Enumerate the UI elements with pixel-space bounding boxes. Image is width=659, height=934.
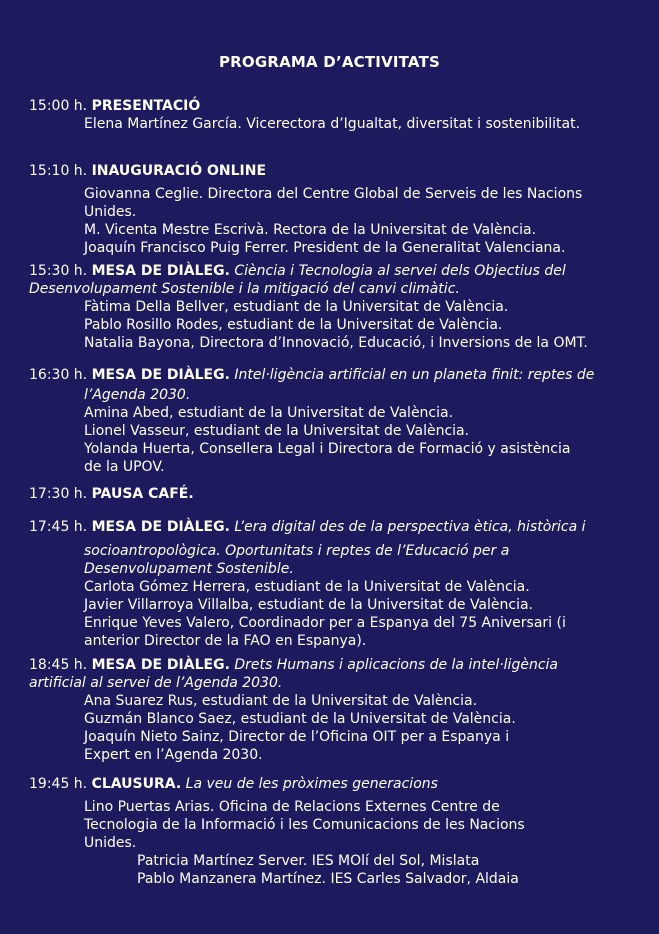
participant: Guzmán Blanco Saez, estudiant de la Universitat de València. — [84, 711, 516, 727]
session-label: MESA DE DIÀLEG. — [91, 367, 230, 383]
session-label: PRESENTACIÓ — [91, 98, 201, 114]
participant-line: Giovanna Ceglie. Directora del Centre Global de Serveis de les Nacions — [84, 186, 583, 202]
session-time: 15:10 h. — [29, 163, 88, 179]
session-pausa — [29, 485, 629, 503]
participant: M. Vicenta Mestre Escrivà. Rectora de la Universitat de València. — [84, 222, 537, 238]
participant-line: de la UPOV. — [84, 459, 165, 475]
session-topic-cont: artificial al servei de l’Agenda 2030. — [29, 675, 283, 691]
session-topic: Intel·ligència artificial en un planeta finit: reptes de — [234, 367, 595, 383]
participant: Javier Villarroya Villalba, estudiant de la Universitat de València. — [84, 597, 534, 613]
session-topic-cont: Desenvolupament Sostenible. — [84, 561, 294, 577]
participant: Fàtima Della Bellver, estudiant de la Universitat de València. — [84, 299, 509, 315]
session-mesa-3 — [29, 518, 629, 650]
session-time: 19:45 h. — [29, 776, 88, 792]
participant-line: Tecnologia de la Informació i les Comunicacions de les Nacions — [84, 817, 525, 833]
session-topic-cont: l’Agenda 2030. — [84, 387, 191, 403]
session-topic-cont: Desenvolupament Sostenible i la mitigació del canvi climàtic. — [29, 281, 460, 297]
session-topic: Drets Humans i aplicacions de la intel·ligència — [234, 657, 558, 673]
session-presentacio — [29, 97, 629, 133]
session-time: 17:30 h. — [29, 486, 88, 502]
session-mesa-4 — [29, 656, 629, 764]
session-inauguracio — [29, 162, 629, 257]
page-title: PROGRAMA D’ACTIVITATS — [218, 53, 441, 71]
session-label: MESA DE DIÀLEG. — [91, 519, 230, 535]
participant: Pablo Manzanera Martínez. IES Carles Salvador, Aldaia — [137, 871, 519, 887]
participant: Natalia Bayona, Directora d’Innovació, Educació, i Inversions de la OMT. — [84, 335, 588, 351]
session-label: INAUGURACIÓ ONLINE — [91, 163, 267, 179]
session-topic: Ciència i Tecnologia al servei dels Objectius del — [234, 263, 566, 279]
participant: Amina Abed, estudiant de la Universitat de València. — [84, 405, 454, 421]
session-time: 15:00 h. — [29, 98, 88, 114]
participant: Carlota Gómez Herrera, estudiant de la Universitat de València. — [84, 579, 530, 595]
participant-line: anterior Director de la FAO en Espanya). — [84, 633, 367, 649]
participant: Ana Suarez Rus, estudiant de la Universitat de València. — [84, 693, 478, 709]
session-mesa-2 — [29, 366, 629, 476]
session-topic-cont: socioantropològica. Oportunitats i reptes de l’Educació per a — [84, 543, 510, 559]
participant-line: Unides. — [84, 204, 137, 220]
session-time: 18:45 h. — [29, 657, 88, 673]
session-label: MESA DE DIÀLEG. — [91, 657, 230, 673]
session-time: 15:30 h. — [29, 263, 88, 279]
session-label: CLAUSURA. — [91, 776, 182, 792]
session-label: PAUSA CAFÉ. — [91, 486, 194, 502]
participant: Lionel Vasseur, estudiant de la Universitat de València. — [84, 423, 470, 439]
session-time: 17:45 h. — [29, 519, 88, 535]
session-time: 16:30 h. — [29, 367, 88, 383]
session-mesa-1 — [29, 262, 629, 352]
participant-line: Lino Puertas Arias. Oficina de Relacions Externes Centre de — [84, 799, 500, 815]
participant-line: Unides. — [84, 835, 137, 851]
session-clausura — [29, 775, 629, 888]
participant-line: Expert en l’Agenda 2030. — [84, 747, 263, 763]
participant-line: Joaquín Nieto Sainz, Director de l’Oficina OIT per a Espanya i — [84, 729, 510, 745]
participant-line: Enrique Yeves Valero, Coordinador per a Espanya del 75 Aniversari (i — [84, 615, 566, 631]
session-topic: L’era digital des de la perspectiva ètica, històrica i — [234, 519, 586, 535]
session-topic: La veu de les pròximes generacions — [185, 776, 438, 792]
participant: Joaquín Francisco Puig Ferrer. President de la Generalitat Valenciana. — [84, 240, 566, 256]
session-label: MESA DE DIÀLEG. — [91, 263, 230, 279]
participant: Patricia Martínez Server. IES MOlí del Sol, Mislata — [137, 853, 480, 869]
participant-line: Yolanda Huerta, Consellera Legal i Directora de Formació y asistència — [84, 441, 571, 457]
participant: Pablo Rosillo Rodes, estudiant de la Universitat de València. — [84, 317, 503, 333]
participant: Elena Martínez García. Vicerectora d’Igualtat, diversitat i sostenibilitat. — [84, 116, 581, 132]
